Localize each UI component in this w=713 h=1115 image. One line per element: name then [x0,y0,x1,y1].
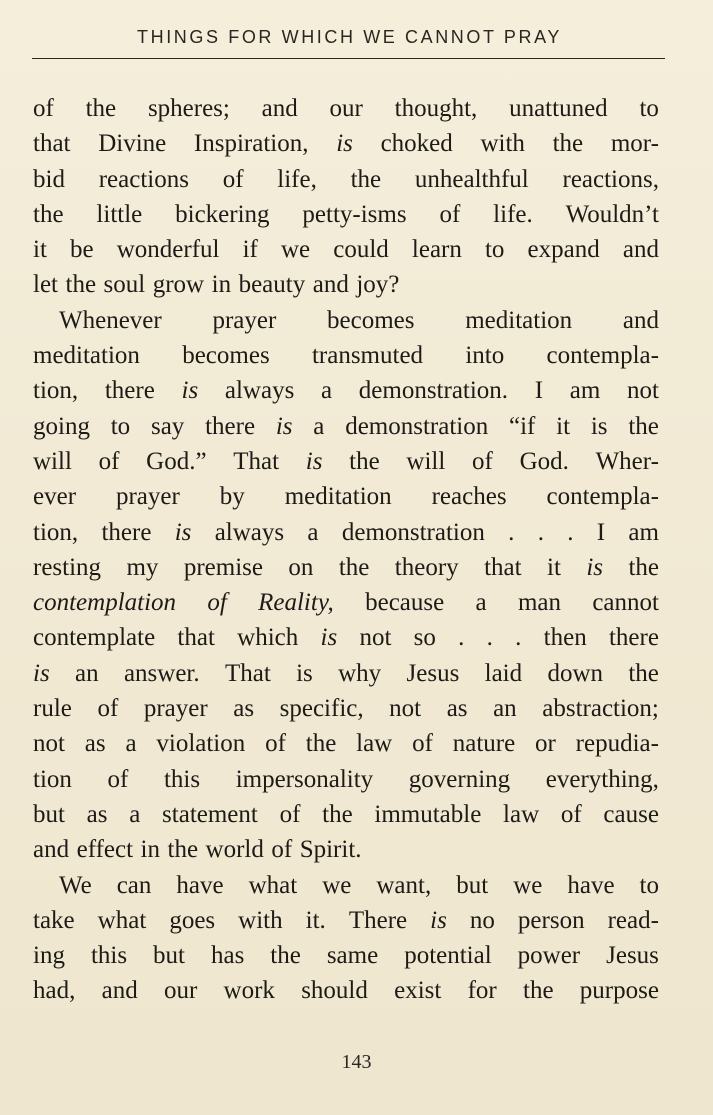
word: we [513,871,543,899]
word: demonstration [345,412,489,440]
word: of [439,200,461,228]
text-line [33,303,659,338]
word: is [336,130,353,158]
word: have [567,871,615,899]
word: is [181,377,199,405]
word: of [412,730,433,758]
word: specific, [279,695,364,723]
text-line [33,973,659,1008]
text-line [33,409,659,444]
word: everything, [545,765,659,793]
word: tion [33,765,72,793]
word: little [96,200,143,228]
word: We [59,871,92,899]
text-line [33,91,659,126]
word: learn [411,236,462,264]
word: we [280,236,311,264]
word: person [517,906,585,934]
word: so [413,624,436,652]
text-line [33,832,659,867]
word: . [537,518,544,546]
word: an [493,695,517,723]
word: am [628,518,659,546]
word: to [110,412,131,440]
word: in [140,836,160,864]
word: as [446,695,468,723]
word: prayer [115,483,180,511]
word: law [356,730,393,758]
word: and [101,977,138,1005]
word: always [224,377,295,405]
word: our [163,977,198,1005]
word: cannot [592,589,659,617]
word: of [265,730,286,758]
word: will [33,447,72,475]
word: but [153,942,185,970]
text-line [33,232,659,267]
word: because [365,589,445,617]
text-line [33,373,659,408]
word: of [207,589,227,617]
word: there [205,412,256,440]
word: abstraction; [542,695,659,723]
word: ever [33,483,77,511]
word: an [75,659,99,687]
page-number: 143 [341,1051,372,1073]
word: life. [493,200,533,228]
word: . [486,624,493,652]
word: Divine [98,130,167,158]
text-line [33,903,659,938]
word: the [350,165,382,193]
word: as [84,730,106,758]
word: in [211,271,232,299]
text-line [33,550,659,585]
word: then [543,624,587,652]
word: want, [376,871,432,899]
text-line [33,938,659,973]
text-line [33,267,659,302]
word: it [556,412,571,440]
word: prayer [212,306,277,334]
word: man [517,589,561,617]
word: transmuted [311,342,424,370]
word: bid [33,165,65,193]
word: the [628,412,659,440]
word: of [222,165,244,193]
text-line [33,868,659,903]
text-line [33,197,659,232]
word: that [484,553,522,581]
word: of [279,800,301,828]
word: world [205,836,264,864]
word: . [515,624,522,652]
text-line [33,762,659,797]
word: purpose [579,977,659,1005]
word: it [33,236,47,264]
word: have [176,871,224,899]
word: meditation [284,483,392,511]
word: had, [33,977,76,1005]
word: contempla- [546,342,659,370]
word: becomes [327,306,415,334]
word: impersonality [235,765,374,793]
word: rule [33,695,72,723]
word: not [389,695,422,723]
word: Jesus [406,659,460,687]
word: the [85,95,117,122]
word: same [326,942,379,970]
word: is [586,553,604,581]
word: not [33,730,65,758]
text-line [33,656,659,691]
word: Reality, [258,589,334,617]
word: meditation [465,306,573,334]
word: am [569,377,601,405]
word: God.” [146,447,207,475]
word: Wouldn’t [565,200,659,228]
word: immutable [374,800,482,828]
word: potential [404,942,492,970]
word: reactions [98,165,189,193]
word: which [237,624,299,652]
word: demonstration. [358,377,509,405]
word: of [97,695,119,723]
word: Jesus [606,942,659,970]
word: contemplation [33,589,177,617]
word: cause [603,800,659,828]
word: Wher- [595,447,659,475]
word: answer. [123,659,200,687]
word: That [224,659,271,687]
word: what [248,871,298,899]
word: this [90,942,128,970]
word: with [238,906,283,934]
word: a [307,518,319,546]
word: of [98,447,120,475]
word: the [628,659,659,687]
word: not [359,624,392,652]
word: unhealthful [414,165,529,193]
word: our [329,95,363,122]
word: could [333,236,389,264]
word: violation [156,730,246,758]
word: that [33,130,71,158]
word: exist [394,977,442,1005]
word: grow [152,271,205,299]
word: demonstration [341,518,485,546]
word: has [210,942,245,970]
word: be [70,236,94,264]
word: work [223,977,275,1005]
word: for [467,977,497,1005]
word: beauty [238,271,306,299]
word: the [628,553,659,581]
word: a [313,412,325,440]
word: the [167,836,199,864]
word: should [301,977,368,1005]
word: is [33,659,50,687]
text-line [33,338,659,373]
word: why [338,659,382,687]
word: laid [484,659,523,687]
word: can [116,871,152,899]
word: of [33,95,54,122]
word: is [305,447,323,475]
word: and [312,271,349,299]
text-line [33,797,659,832]
text-line [33,162,659,197]
word: meditation [33,342,140,370]
word: of [560,800,582,828]
word: no [469,906,495,934]
text-line [33,585,659,620]
word: repudia- [575,730,659,758]
word: take [33,906,75,934]
word: as [233,695,255,723]
word: but [456,871,489,899]
word: into [465,342,505,370]
word: law [503,800,540,828]
word: is [296,659,313,687]
word: read- [607,906,659,934]
word: petty-isms [302,200,407,228]
word: Whenever [59,306,162,334]
word: the [552,130,584,158]
word: effect [76,836,134,864]
word: resting [33,553,102,581]
word: “if [509,412,536,440]
word: there [608,624,659,652]
word: a [475,589,487,617]
word: contemplate [33,624,156,652]
word: on [288,553,314,581]
word: statement [162,800,258,828]
word: there [104,377,155,405]
word: the [349,447,380,475]
text-line [33,515,659,550]
word: That [233,447,280,475]
word: of [107,765,129,793]
body-text [33,91,659,1009]
word: will [406,447,446,475]
word: goes [169,906,216,934]
word: we [322,871,352,899]
word: the [65,271,97,299]
word: unattuned [509,95,608,122]
word: contempla- [546,483,659,511]
word: power [517,942,581,970]
running-head: THINGS FOR WHICH WE CANNOT PRAY [137,27,562,47]
word: theory [394,553,459,581]
word: by [219,483,245,511]
word: . [508,518,515,546]
word: to [639,871,659,899]
word: a [129,800,141,828]
word: the [305,730,337,758]
word: if [242,236,258,264]
word: reactions, [562,165,659,193]
word: but [33,800,65,828]
text-line [33,444,659,479]
word: or [535,730,556,758]
word: and [622,236,659,264]
word: it [547,553,561,581]
word: as [86,800,108,828]
word: expand [527,236,600,264]
word: tion, [33,518,79,546]
word: that [177,624,215,652]
word: there [101,518,152,546]
word: becomes [182,342,270,370]
word: I [534,377,544,405]
word: . [458,624,465,652]
word: God. [519,447,569,475]
text-line [33,479,659,514]
word: is [275,412,293,440]
word: thought, [394,95,478,122]
word: is [174,518,192,546]
word: with [480,130,525,158]
word: nature [452,730,516,758]
word: let [33,271,58,299]
word: to [484,236,505,264]
word: life, [277,165,317,193]
word: going [33,412,90,440]
word: this [163,765,201,793]
word: say [150,412,185,440]
word: of [271,836,293,864]
word: what [97,906,147,934]
word: is [320,624,338,652]
word: There [348,906,408,934]
text-line [33,691,659,726]
word: soul [103,271,146,299]
header-rule [32,58,665,59]
word: a [320,377,333,405]
word: spheres; [147,95,230,122]
word: ing [33,942,65,970]
word: the [270,942,301,970]
word: to [639,95,659,122]
word: Spirit. [299,836,362,864]
word: the [33,200,64,228]
word: down [547,659,604,687]
word: reaches [431,483,507,511]
word: joy? [356,271,400,299]
word: always [214,518,285,546]
word: governing [408,765,511,793]
word: I [596,518,606,546]
word: bickering [175,200,270,228]
word: wonderful [116,236,220,264]
text-line [33,726,659,761]
word: the [322,800,353,828]
word: mor- [610,130,659,158]
word: the [523,977,554,1005]
word: premise [183,553,263,581]
word: not [627,377,659,405]
word: a [125,730,137,758]
word: . [567,518,574,546]
word: and [261,95,298,122]
word: it. [305,906,326,934]
word: and [33,836,70,864]
word: is [590,412,608,440]
text-line [33,620,659,655]
word: is [430,906,447,934]
word: and [622,306,659,334]
word: the [338,553,370,581]
word: tion, [33,377,79,405]
word: Inspiration, [193,130,309,158]
word: choked [380,130,453,158]
word: of [472,447,493,475]
text-line [33,126,659,161]
word: my [126,553,159,581]
word: prayer [143,695,208,723]
